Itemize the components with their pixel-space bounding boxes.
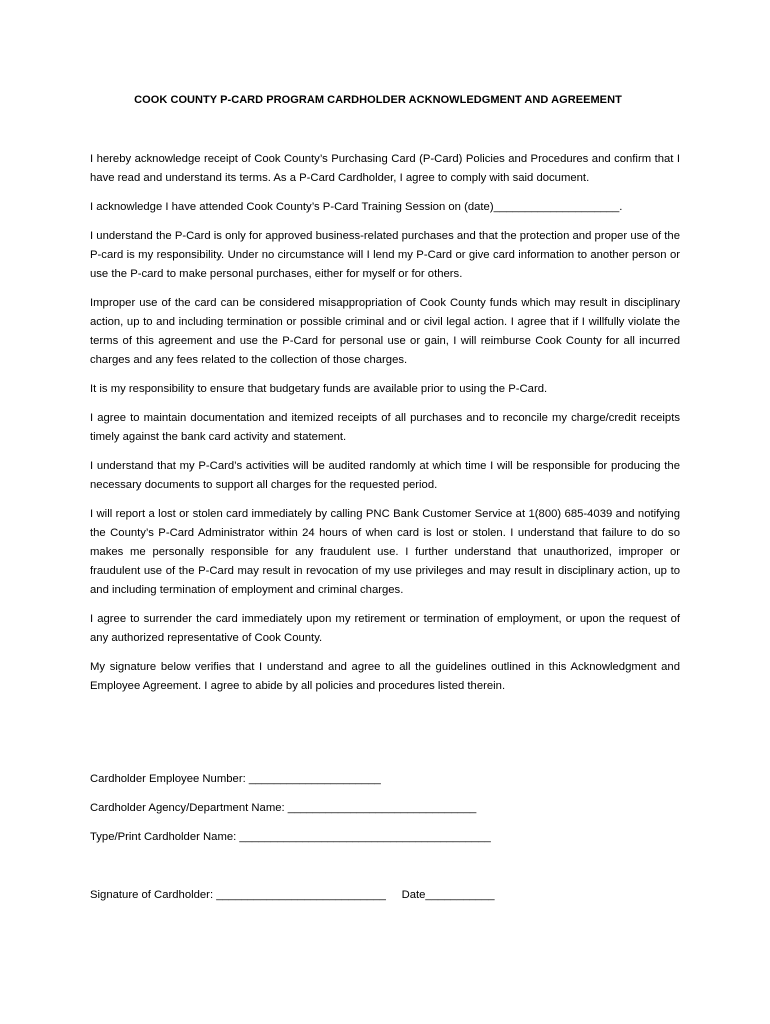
signature-row [90, 886, 690, 905]
paragraph-lost-card: I will report a lost or stolen card immediately by calling PNC Bank Customer Service at 1(800) 685-4039 and notifying the County’s P-Card Administrator within 24 hours of when card is lost or stolen. I understand that failure to do so makes me personally responsible for any fraudulent use. I further understand that unauthorized, improper or fraudulent use of the P-Card may result in revocation of my use privileges and may result in disciplinary action, up to and including termination of employment and criminal charges. [90, 508, 680, 596]
paragraph-budgetary-funds: It is my responsibility to ensure that budgetary funds are available prior to using the P-Card. [90, 383, 548, 395]
paragraph-documentation: I agree to maintain documentation and itemized receipts of all purchases and to reconcile my charge/credit receipts timely against the bank card activity and statement. [90, 412, 680, 443]
paragraph-approved-use: I understand the P-Card is only for approved business-related purchases and that the protection and proper use of the P-card is my responsibility. Under no circumstance will I lend my P-Card or give card information to another person or use the P-card to make personal purchases, either for myself or for others. [90, 230, 680, 280]
paragraph-audit: I understand that my P-Card’s activities will be audited randomly at which time I will be responsible for producing the necessary documents to support all charges for the requested period. [90, 460, 680, 491]
paragraph-signature-verification: My signature below verifies that I understand and agree to all the guidelines outlined in this Acknowledgment and Employee Agreement. I agree to abide by all policies and procedures listed therein. [90, 661, 680, 692]
document-title: COOK COUNTY P-CARD PROGRAM CARDHOLDER ACKNOWLEDGMENT AND AGREEMENT [134, 94, 622, 106]
cardholder-fields [90, 770, 690, 857]
date-field[interactable]: Date___________ [401, 889, 495, 901]
paragraph-training: I acknowledge I have attended Cook County’s P-Card Training Session on (date)____________________. [90, 201, 623, 213]
signature-field[interactable]: Signature of Cardholder: ___________________________ [90, 889, 386, 901]
agreement-body [90, 150, 680, 706]
print-name-field[interactable]: Type/Print Cardholder Name: ________________________________________ [90, 831, 491, 843]
paragraph-receipt: I hereby acknowledge receipt of Cook County’s Purchasing Card (P-Card) Policies and Procedures and confirm that I have read and understand its terms. As a P-Card Cardholder, I agree to comply with said document. [90, 153, 680, 184]
paragraph-surrender: I agree to surrender the card immediately upon my retirement or termination of employment, or upon the request of any authorized representative of Cook County. [90, 613, 680, 644]
agency-department-field[interactable]: Cardholder Agency/Department Name: ______________________________ [90, 802, 477, 814]
employee-number-field[interactable]: Cardholder Employee Number: _____________________ [90, 773, 381, 785]
paragraph-improper-use: Improper use of the card can be considered misappropriation of Cook County funds which may result in disciplinary action, up to and including termination or possible criminal and or civil legal action. I agree that if I willfully violate the terms of this agreement and use the P-Card for personal use or gain, I will reimburse Cook County for all incurred charges and any fees related to the collection of those charges. [90, 297, 680, 366]
